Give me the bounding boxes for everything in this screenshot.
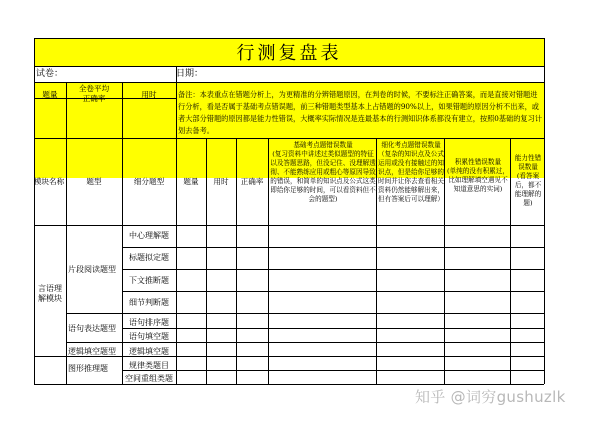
sheet-title: 行测复盘表 <box>236 43 342 64</box>
subtype-cell: 语句填空题 <box>129 332 169 341</box>
summary-count-header: 题量 <box>42 90 58 99</box>
subtype-cell: 语句排序题 <box>129 318 169 327</box>
subtype-cell: 规律类题目 <box>129 361 169 370</box>
group-type: 逻辑填空题型 <box>68 347 116 356</box>
col-detail-error-header: 细化考点题错误数量 （复杂的知识点及公式运用或没有接触过的知识点，但是给你足够的时间并让你去查看相关资料仍然能够解出来，但有答案后可以理解） <box>378 141 444 203</box>
subtype-cell: 中心理解题 <box>129 231 169 240</box>
col-time-header: 用时 <box>213 177 229 186</box>
summary-time-header: 用时 <box>141 90 157 99</box>
subtype-cell: 空间重组类题 <box>125 374 173 383</box>
col-accumulation-error-header: 积累性错误数量 (单纯的没有积累过，比如理解填空遇见不知道意思的实词) <box>447 158 509 193</box>
watermark-text: 知乎 @词穷gushuzlk <box>415 388 566 406</box>
col-count-header: 题量 <box>183 177 199 186</box>
group-type: 片段阅读题型 <box>68 265 116 274</box>
col-basic-error-header: 基础考点题错误数量 (复习资料中讲述过类似题型的特征以及答题思路，但没记住、没理解透彻、不能熟练应用或粗心等原因导致的错误，和简单的知识点及公式这类即给你足够的时间，可以看资料但不会的题型) <box>270 141 376 203</box>
col-ability-error-header: 能力性错误数量 (看答案后，都不能理解的题) <box>514 154 542 207</box>
subtype-cell: 下文推断题 <box>129 276 169 285</box>
subtype-cell: 逻辑填空题 <box>129 347 169 356</box>
subtype-cell: 标题拟定题 <box>129 253 169 262</box>
col-module-header: 模块名称 <box>33 177 65 186</box>
exam-label: 试卷： <box>36 69 64 79</box>
note-text: 备注：本表重点在错题分析上，为更精准的分辨错题原因，在判卷的时候，不要标注正确答案，而是直接对错题进行分析，看是否属于基础考点错误题，前三种错题类型基本上占错题的90%以上，如果错题的原因分析不出来，或者大部分错题的原因都是能力性错误，大概率实际情况是连最基本的行测知识体系都没有建立，按照0基础的复习计划去备考。 <box>178 90 542 135</box>
col-accuracy-header: 正确率 <box>240 177 264 186</box>
module-name: 言语理 解模块 <box>38 284 62 303</box>
date-label: 日期： <box>176 69 204 79</box>
subtype-cell: 细节判断题 <box>129 298 169 307</box>
col-subtype-header: 细分题型 <box>133 177 165 186</box>
summary-accuracy-header: 全卷平均 正确率 <box>78 84 110 103</box>
group-type: 图形推理题 <box>68 364 108 373</box>
review-sheet <box>34 38 544 424</box>
col-type-header: 题型 <box>86 177 102 186</box>
group-type: 语句表达题型 <box>68 324 116 333</box>
